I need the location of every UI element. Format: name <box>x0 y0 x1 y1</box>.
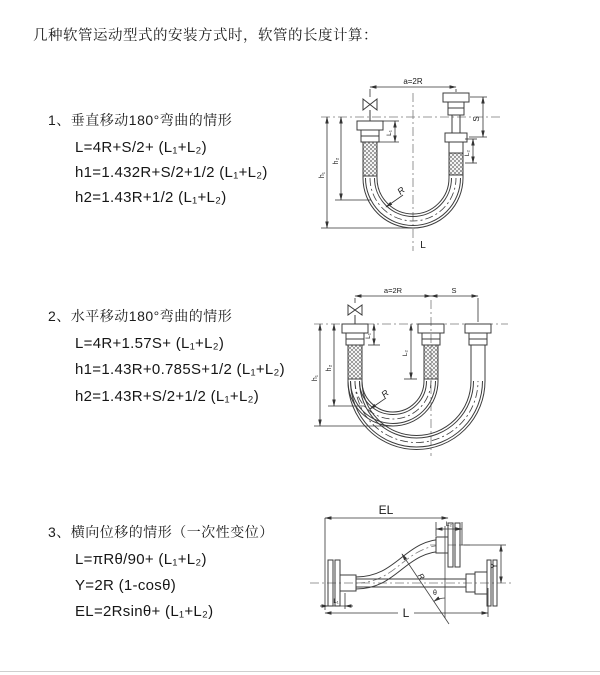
formula-line: h1=1.43R+0.785S+1/2 (L₁+L₂) <box>75 361 285 378</box>
dim-label-h2: h₂ <box>333 157 340 165</box>
dim-label-l2: L₂ <box>402 349 409 357</box>
dim-label-l1: L₁ <box>365 333 372 339</box>
dimensions <box>314 296 478 426</box>
dim-label-el: EL <box>378 503 394 517</box>
dim-label-length: L <box>402 606 410 620</box>
formula-line: h1=1.432R+S/2+1/2 (L₁+L₂) <box>75 164 268 181</box>
left-fitting <box>357 121 383 176</box>
fittings <box>342 324 491 379</box>
formula-line: h2=1.43R+1/2 (L₁+L₂) <box>75 189 227 206</box>
dim-label-l2: L₂ <box>464 149 471 157</box>
section-1-heading: 1、垂直移动180°弯曲的情形 <box>48 112 233 128</box>
dim-label-r: R <box>415 571 427 582</box>
dim-label-l2: L₂ <box>445 521 453 528</box>
formula-line: L=4R+1.57S+ (L₁+L₂) <box>75 335 225 352</box>
dim-label-a2r: a=2R <box>403 77 423 86</box>
valve-icon <box>348 305 362 324</box>
dimensions <box>320 518 506 617</box>
dim-label-r: R <box>395 184 407 197</box>
formula-line: L=πRθ/90+ (L₁+L₂) <box>75 551 207 568</box>
formula-line: Y=2R (1-cosθ) <box>75 577 177 594</box>
dim-label-h1: h₁ <box>319 171 326 179</box>
hose-position-b <box>348 345 485 450</box>
diagram-horizontal-180 <box>308 286 593 462</box>
section-3-heading: 3、横向位移的情形（一次性变位） <box>48 524 274 540</box>
formula-line: h2=1.43R+S/2+1/2 (L₁+L₂) <box>75 388 260 405</box>
valve-icon <box>363 99 377 121</box>
formula-line: EL=2Rsinθ+ (L₁+L₂) <box>75 603 214 620</box>
section-2-heading: 2、水平移动180°弯曲的情形 <box>48 308 233 324</box>
dimension-labels <box>333 503 499 620</box>
dim-label-s: S <box>472 116 481 122</box>
dim-label-r: R <box>379 387 391 400</box>
diagram-lateral-displacement <box>298 498 598 640</box>
dim-label-a2r: a=2R <box>383 286 403 295</box>
diagram-vertical-180 <box>313 75 590 257</box>
page-bottom-rule <box>0 671 600 672</box>
dim-label-y: Y <box>490 563 499 569</box>
page-title: 几种软管运动型式的安装方式时，软管的长度计算： <box>33 28 378 44</box>
dim-label-length: L <box>420 240 426 251</box>
dim-label-h1: h₁ <box>312 374 319 382</box>
formula-line: L=4R+S/2+ (L₁+L₂) <box>75 139 207 156</box>
dim-label-h2: h₂ <box>326 364 333 372</box>
dim-label-s: S <box>451 286 457 295</box>
dim-label-theta: θ <box>433 590 437 597</box>
dim-label-l1: L₁ <box>386 130 393 136</box>
dim-label-l1: L₁ <box>333 599 339 605</box>
